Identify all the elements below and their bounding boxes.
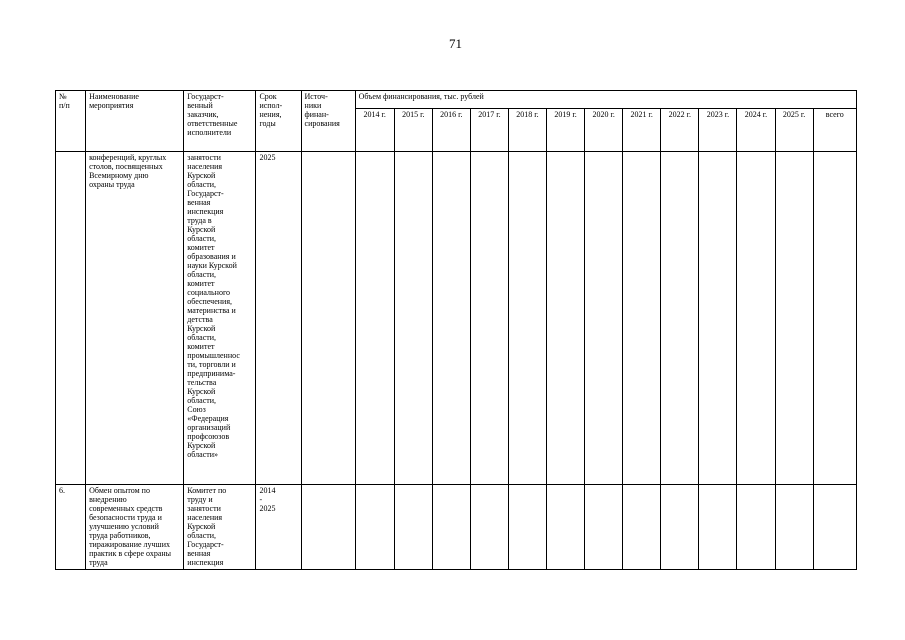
row-source [301, 152, 355, 485]
row-name: конференций, круглых столов, посвященных Всемирному дню охраны труда [86, 152, 184, 485]
row-term: 2025 [256, 152, 301, 485]
cell-year [699, 152, 737, 485]
header-year: 2018 г. [508, 109, 546, 152]
cell-total [813, 485, 856, 570]
cell-year [394, 152, 432, 485]
cell-year [355, 485, 394, 570]
cell-year [585, 485, 623, 570]
cell-year [585, 152, 623, 485]
cell-year [775, 152, 813, 485]
header-name: Наименование мероприятия [86, 91, 184, 152]
cell-year [737, 152, 775, 485]
cell-year [699, 485, 737, 570]
header-num: № п/п [56, 91, 86, 152]
row-name: Обмен опытом по внедрению современных средств безопасности труда и улучшению условий труда работников, тиражирование лучших практик в сфере охраны труда [86, 485, 184, 570]
cell-year [432, 485, 470, 570]
cell-year [508, 485, 546, 570]
row-customer: Комитет по труду и занятости населения Курской области, Государст- венная инспекция [184, 485, 256, 570]
cell-year [547, 485, 585, 570]
cell-year [470, 485, 508, 570]
header-row-top [56, 91, 857, 109]
header-year: 2024 г. [737, 109, 775, 152]
row-num [56, 152, 86, 485]
row-num: 6. [56, 485, 86, 570]
row-source [301, 485, 355, 570]
header-customer: Государст- венный заказчик, ответственные исполнители [184, 91, 256, 152]
header-year: 2016 г. [432, 109, 470, 152]
cell-total [813, 152, 856, 485]
header-source: Источ- ники финан- сирования [301, 91, 355, 152]
cell-year [394, 485, 432, 570]
cell-year [355, 152, 394, 485]
header-year: 2025 г. [775, 109, 813, 152]
cell-year [470, 152, 508, 485]
header-year: 2014 г. [355, 109, 394, 152]
header-year: 2022 г. [661, 109, 699, 152]
row-customer: занятости населения Курской области, Государст- венная инспекция труда в Курской области, комитет образования и науки Курской области, комитет социального обеспечения, материнства и детства Курской области, комитет промышленнос ти, торговли и предпринима- тельства Курской области, Союз «Федерация организаций профсоюзов Курской области» [184, 152, 256, 485]
cell-year [623, 152, 661, 485]
header-year: 2020 г. [585, 109, 623, 152]
page-number: 71 [449, 36, 462, 51]
header-year: 2021 г. [623, 109, 661, 152]
cell-year [661, 485, 699, 570]
header-year: 2015 г. [394, 109, 432, 152]
header-year: 2019 г. [547, 109, 585, 152]
header-year: 2023 г. [699, 109, 737, 152]
cell-year [432, 152, 470, 485]
header-term: Срок испол- нения, годы [256, 91, 301, 152]
cell-year [661, 152, 699, 485]
cell-year [508, 152, 546, 485]
cell-year [623, 485, 661, 570]
header-funding: Объем финансирования, тыс. рублей [355, 91, 856, 109]
cell-year [547, 152, 585, 485]
header-year: 2017 г. [470, 109, 508, 152]
measures-table [55, 90, 857, 570]
table-row [56, 152, 857, 485]
table-row [56, 485, 857, 570]
cell-year [737, 485, 775, 570]
header-total: всего [813, 109, 856, 152]
row-term: 2014 - 2025 [256, 485, 301, 570]
cell-year [775, 485, 813, 570]
